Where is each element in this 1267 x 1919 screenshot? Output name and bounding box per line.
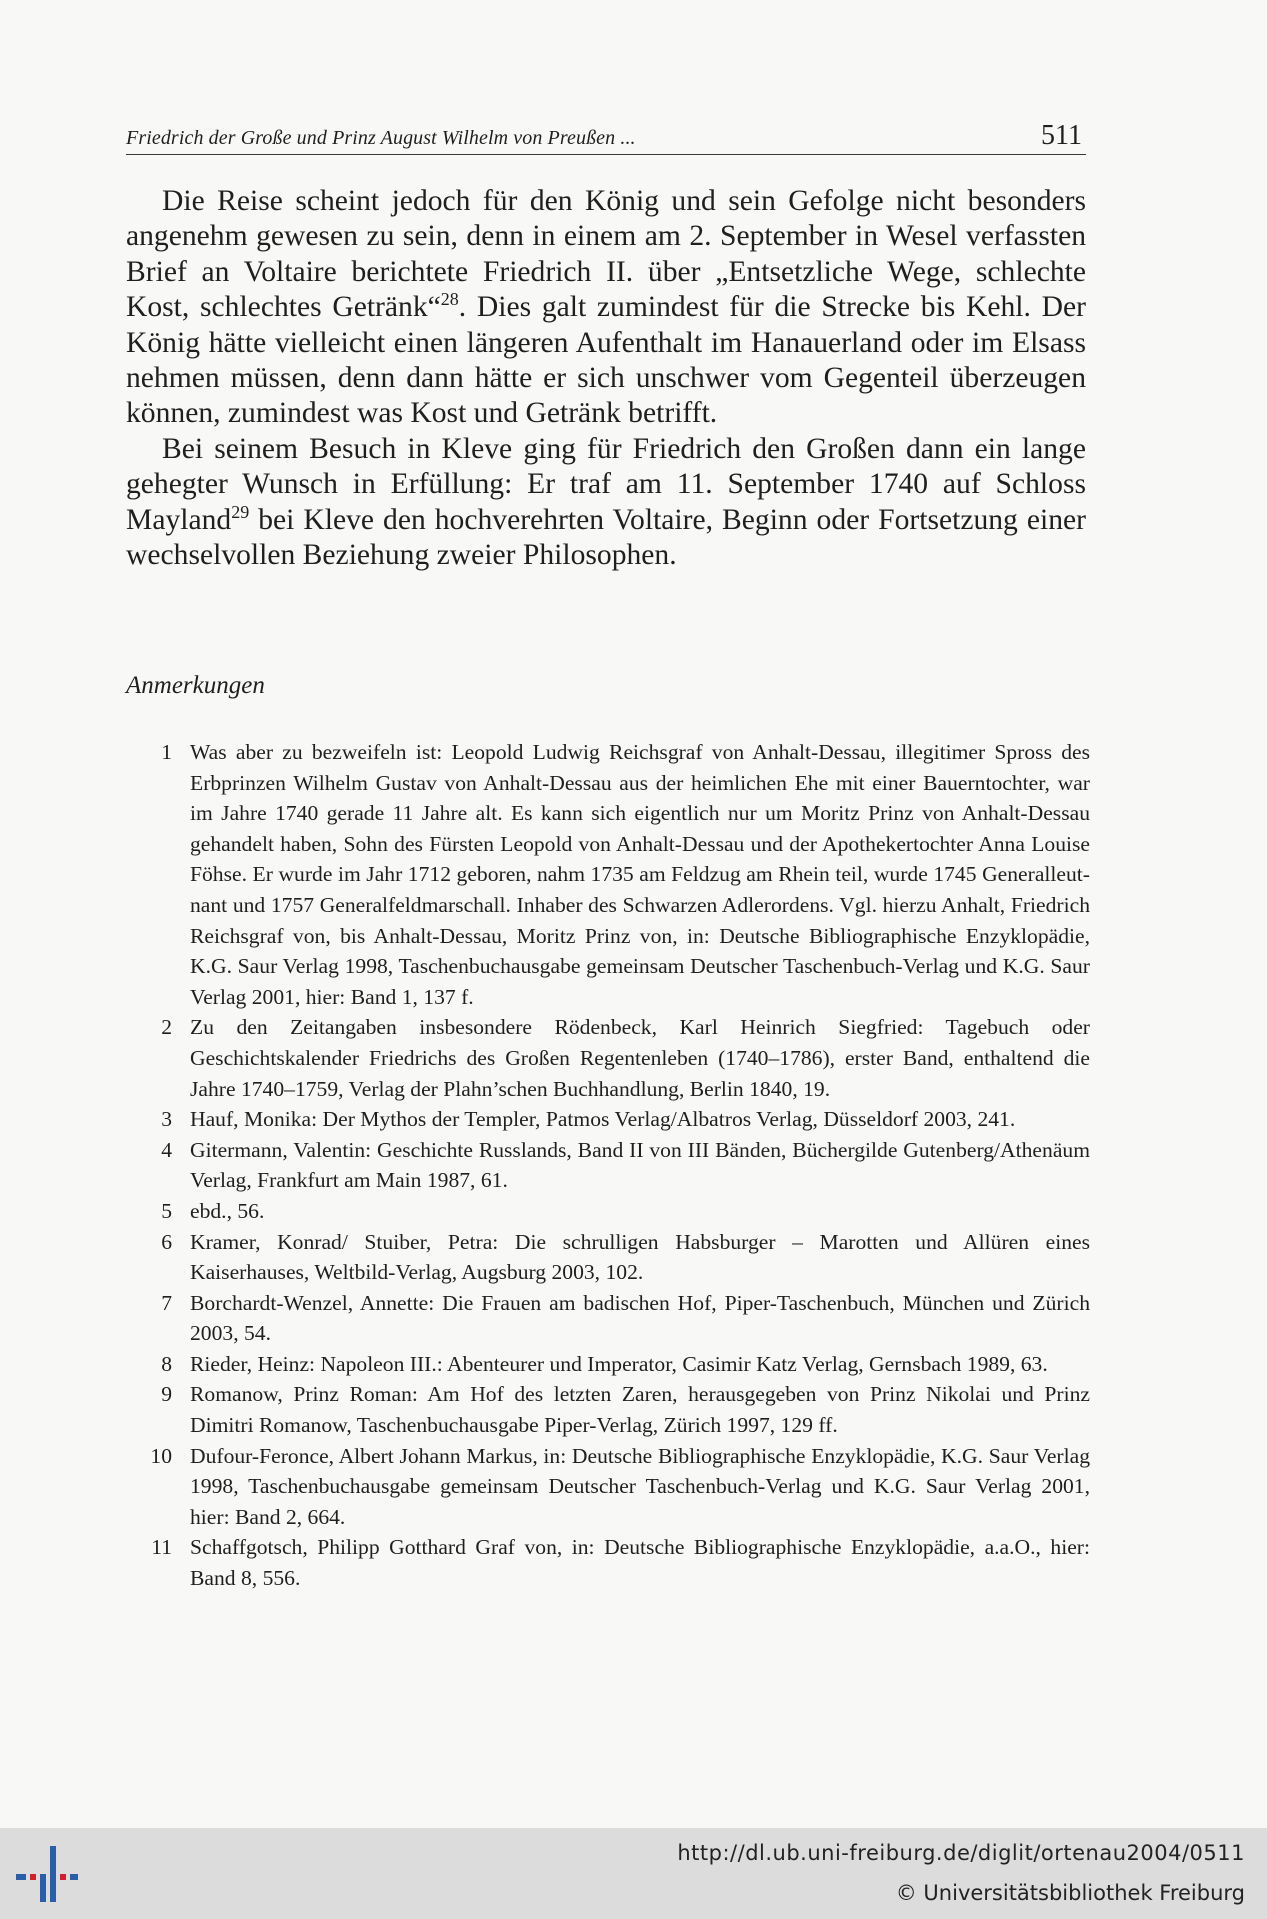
note-number: 8 (161, 1351, 172, 1376)
paragraph-1 (126, 184, 1086, 432)
note-text: Borchardt-Wenzel, Annette: Die Frauen am badischen Hof, Piper-Taschenbuch, München und Zürich 2003, 54. (190, 1290, 1090, 1346)
note-item (126, 1196, 1090, 1227)
note-item (126, 1012, 1090, 1104)
running-header (126, 118, 1086, 155)
footer-url-link[interactable]: http://dl.ub.uni-freiburg.de/diglit/ortenau2004/0511 (677, 1841, 1245, 1865)
note-text: Hauf, Monika: Der Mythos der Templer, Patmos Verlag/Albatros Verlag, Düsseldorf 2003, 241. (190, 1107, 1016, 1132)
note-item (126, 1532, 1090, 1593)
note-number: 3 (161, 1107, 172, 1132)
notes-list (126, 737, 1090, 1594)
note-text: Schaffgotsch, Philipp Gotthard Graf von, in: Deutsche Bibliographische Enzyklopädie, a.a.O., hier: Band 8, 556. (190, 1535, 1090, 1591)
paragraph-1-text-b: . Dies galt zumindest für die Strecke bis Kehl. Der König hätte vielleicht einen längeren Aufenthalt im Hanauerland oder im Elsass nehmen müssen, denn dann hätte er sich unschwer vom Gegenteil überzeugen können, zumindest was Kost und Getränk betrifft. (126, 291, 1086, 430)
note-number: 2 (161, 1015, 172, 1040)
paragraph-2-text-a: Bei seinem Besuch in Kleve ging für Friedrich den Großen dann ein lange gehegter Wunsch in Erfüllung: Er traf am 11. September 1740 auf Schloss Mayland (126, 432, 1086, 536)
note-item (126, 1349, 1090, 1380)
note-text: Dufour-Feronce, Albert Johann Markus, in: Deutsche Bibliographische Enzyklopädie, K.G. Saur Verlag 1998, Taschenbuchausgabe gemeinsam Deutscher Taschenbuch-Verlag und K.G. Saur Verlag 2001, hier: Band 2, 664. (190, 1443, 1090, 1529)
note-item (126, 1288, 1090, 1349)
footnote-ref-28[interactable]: 28 (440, 289, 459, 310)
note-text: Rieder, Heinz: Napoleon III.: Abenteurer und Imperator, Casimir Katz Verlag, Gernsbach 1989, 63. (190, 1351, 1048, 1376)
note-number: 7 (161, 1290, 172, 1315)
ub-freiburg-logo-icon[interactable] (12, 1838, 82, 1908)
note-number: 1 (161, 740, 172, 764)
footnote-ref-29[interactable]: 29 (231, 501, 250, 522)
notes-heading: Anmerkungen (126, 672, 265, 699)
paragraph-2 (126, 432, 1086, 574)
body-text (126, 184, 1086, 573)
note-text: ebd., 56. (190, 1198, 265, 1223)
note-number: 6 (161, 1229, 172, 1254)
footer-copyright: © Universitätsbibliothek Freiburg (895, 1881, 1245, 1905)
note-text: Romanow, Prinz Roman: Am Hof des letzten Zaren, herausgegeben von Prinz Nikolai und Prinz Dimitri Romanow, Taschenbuchausgabe Piper-Verlag, Zürich 1997, 129 ff. (190, 1382, 1090, 1438)
note-item (126, 1135, 1090, 1196)
note-number: 10 (150, 1443, 172, 1468)
running-title: Friedrich der Große und Prinz August Wilhelm von Preußen ... (126, 127, 636, 149)
paragraph-1-text-a: Die Reise scheint jedoch für den König und sein Gefolge nicht besonders angenehm gewesen zu sein, denn in einem am 2. September in Wesel verfassten Brief an Voltaire berichtete Friedrich II. über „Entsetzliche Wege, schlechte Kost, schlechtes Getränk“ (126, 185, 1086, 324)
page-number: 511 (1041, 120, 1082, 151)
note-number: 11 (151, 1535, 172, 1560)
note-text: Zu den Zeitangaben insbesondere Rödenbeck, Karl Heinrich Siegfried: Tagebuch oder Geschichtskalender Friedrichs des Großen Regentenleben (1740–1786), erster Band, enthaltend die Jahre 1740–1759, Verlag der Plahn’schen Buchhandlung, Berlin 1840, 19. (190, 1015, 1090, 1101)
note-text: Kramer, Konrad/ Stuiber, Petra: Die schrulligen Habsburger – Marotten und Allüren eines Kaiserhauses, Weltbild-Verlag, Augsburg 2003, 102. (190, 1229, 1090, 1285)
note-item (126, 1227, 1090, 1288)
note-text: Was aber zu bezweifeln ist: Leopold Ludwig Reichsgraf von Anhalt-Dessau, illegitimer Spross des Erbprinzen Wilhelm Gustav von Anhalt-Dessau aus der heimlichen Ehe mit einer Bauerntochter, war im Jahre 1740 gerade 11 Jahre alt. Es kann sich eigentlich nur um Moritz Prinz von Anhalt-Dessau gehandelt haben, Sohn des Fürsten Leopold von Anhalt-Dessau und der Apothekertochter Anna Louise Föhse. Er wurde im Jahr 1712 geboren, nahm 1735 am Feldzug am Rhein teil, wurde 1745 Generalleutnant und 1757 Generalfeldmarschall. Inhaber des Schwarzen Adlerordens. Vgl. hierzu Anhalt, Friedrich Reichsgraf von, bis Anhalt-Dessau, Moritz Prinz von, in: Deutsche Bibliographische Enzyklopädie, K.G. Saur Verlag 1998, Taschenbuchausgabe gemeinsam Deutscher Taschenbuch-Verlag und K.G. Saur Verlag 2001, hier: Band 1, 137 f. (190, 740, 1090, 1009)
note-item (126, 1441, 1090, 1533)
paragraph-2-text-b: bei Kleve den hochverehrten Voltaire, Beginn oder Fortsetzung einer wechselvollen Beziehung zweier Philosophen. (126, 503, 1086, 572)
note-item (126, 737, 1090, 1012)
note-text: Gitermann, Valentin: Geschichte Russlands, Band II von III Bänden, Büchergilde Gutenberg/Athenäum Verlag, Frankfurt am Main 1987, 61. (190, 1137, 1090, 1193)
note-number: 5 (161, 1198, 172, 1223)
note-number: 4 (161, 1137, 172, 1162)
note-item (126, 1379, 1090, 1440)
note-item (126, 1104, 1090, 1135)
note-number: 9 (161, 1382, 172, 1407)
